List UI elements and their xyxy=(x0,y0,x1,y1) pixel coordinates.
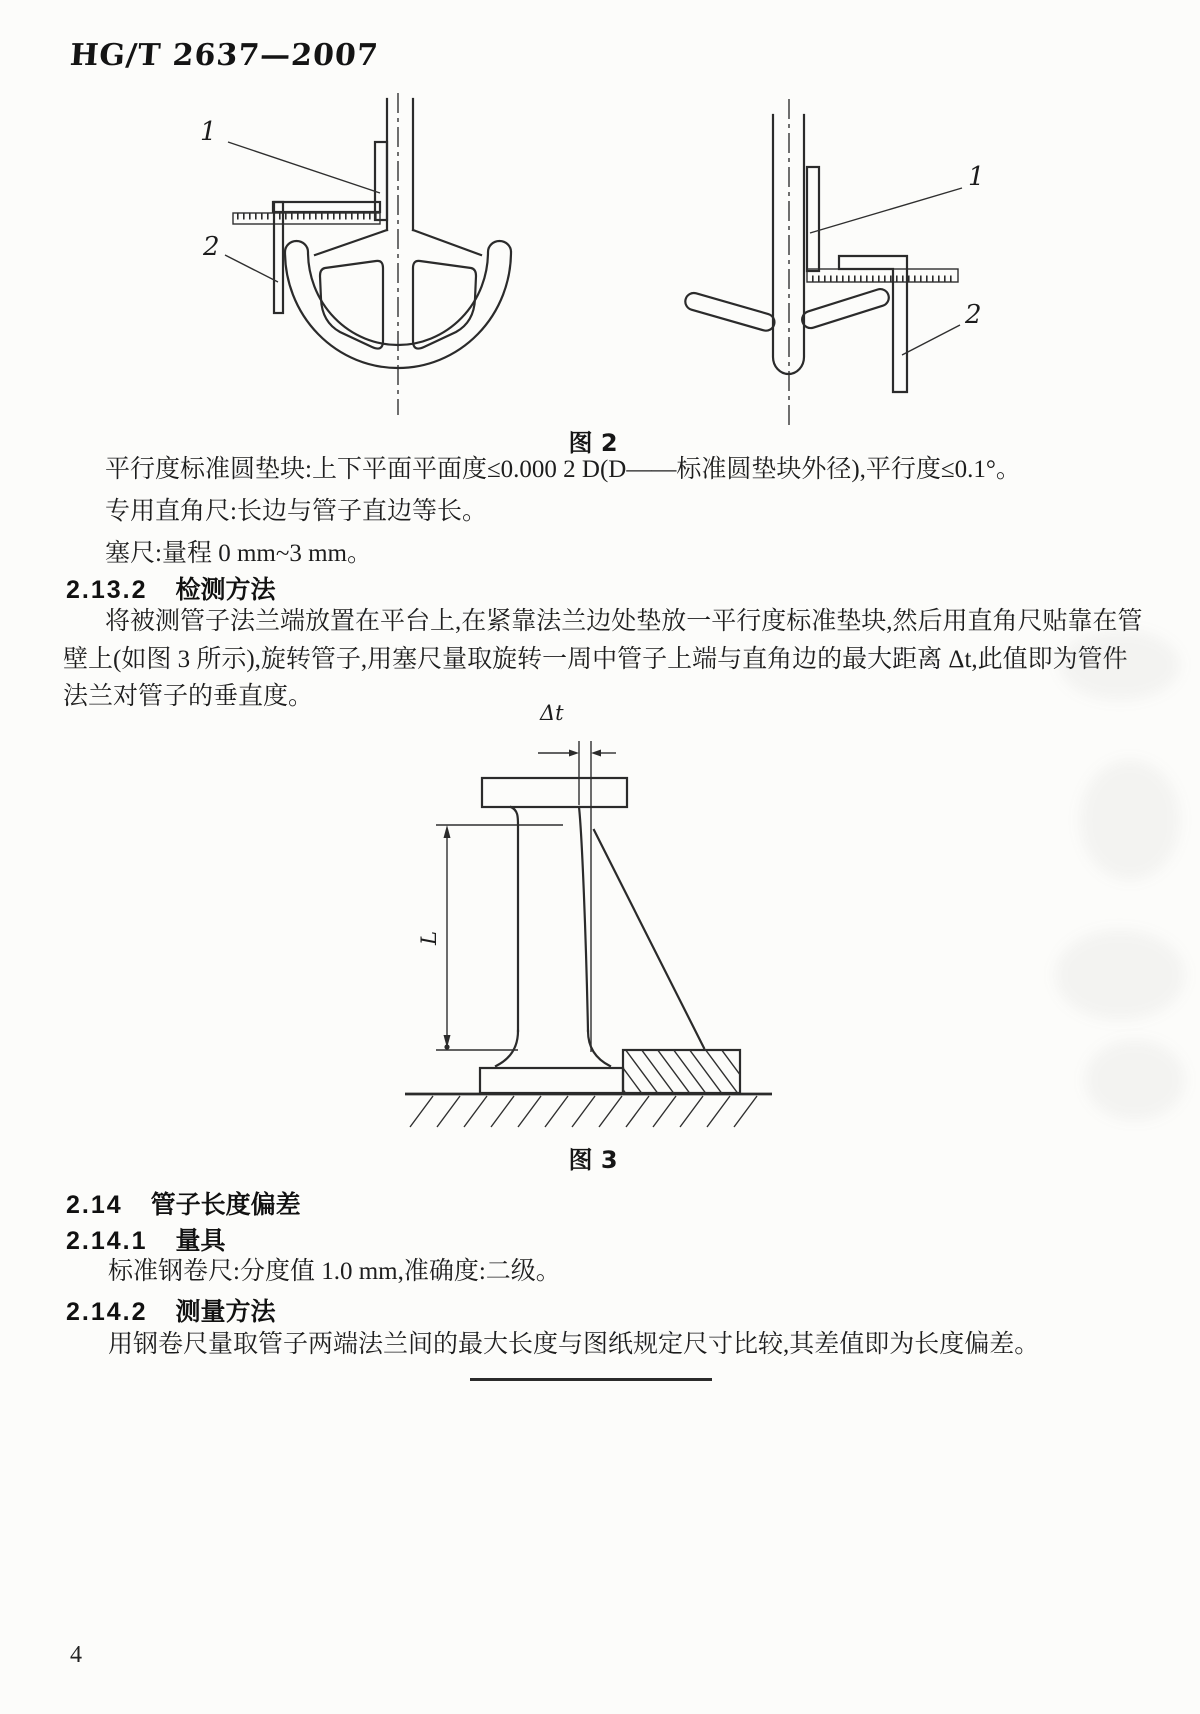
section-title: 检测方法 xyxy=(175,575,276,604)
pipe-left-wall xyxy=(511,807,518,1031)
figure-2-caption: 图 2 xyxy=(568,429,618,457)
length-dimension-label: L xyxy=(417,931,441,945)
page-number: 4 xyxy=(70,1642,82,1668)
fig2-right-callout-2: 2 xyxy=(965,300,982,330)
top-flange xyxy=(482,778,627,807)
section-title: 管子长度偏差 xyxy=(150,1190,301,1219)
square-horizontal-leg xyxy=(273,202,380,212)
spec-line: 专用直角尺:长边与管子直边等长。 xyxy=(105,498,487,525)
paragraph-line: 标准钢卷尺:分度值 1.0 mm,准确度:二级。 xyxy=(108,1258,561,1285)
standard-number-header: HG/T 2637—2007 xyxy=(68,38,380,73)
square-vertical-leg xyxy=(807,167,819,271)
scan-artifact xyxy=(1055,930,1185,1020)
fig2-left-callout-1: 1 xyxy=(200,117,217,147)
fig2-left-impeller-check xyxy=(200,93,511,415)
section-number: 2.14.2 xyxy=(66,1298,148,1326)
section-title: 测量方法 xyxy=(175,1297,276,1326)
delta-t-dimension-label: Δt xyxy=(540,701,564,725)
straightedge xyxy=(274,202,283,313)
spec-line: 平行度标准圆垫块:上下平面平面度≤0.000 2 D(D——标准圆垫块外径),平行度≤0.1°。 xyxy=(105,456,1021,483)
block-hatching xyxy=(590,1045,758,1099)
figure-3-caption: 图 3 xyxy=(568,1146,618,1174)
right-blade xyxy=(800,287,891,330)
figure-2-drawing xyxy=(150,85,1030,435)
section-heading-2-14-1 xyxy=(66,1221,226,1257)
pipe-right-wall-tilted xyxy=(579,807,588,1031)
scan-artifact xyxy=(1080,760,1180,880)
fig2-right-callout-1: 1 xyxy=(968,162,985,192)
section-heading-2-14 xyxy=(66,1185,301,1221)
paragraph-line: 用钢卷尺量取管子两端法兰间的最大长度与图纸规定尺寸比较,其差值即为长度偏差。 xyxy=(108,1331,1040,1358)
left-blade xyxy=(683,291,776,333)
section-title: 量具 xyxy=(175,1226,226,1255)
scan-artifact xyxy=(1060,630,1180,700)
paragraph-line: 将被测管子法兰端放置在平台上,在紧靠法兰边处垫放一平行度标准垫块,然后用直角尺贴靠在管 xyxy=(105,608,1143,635)
section-heading-2-14-2 xyxy=(66,1292,276,1328)
spec-line: 塞尺:量程 0 mm~3 mm。 xyxy=(105,540,373,567)
fig2-left-callout-2: 2 xyxy=(203,232,220,262)
figure-3-drawing xyxy=(370,695,800,1135)
ground-hatching xyxy=(410,1096,757,1127)
section-end-rule xyxy=(470,1378,712,1381)
section-heading-2-13-2 xyxy=(66,570,276,606)
paragraph-line: 法兰对管子的垂直度。 xyxy=(63,683,314,710)
section-number: 2.13.2 xyxy=(66,576,148,604)
fig2-right-impeller-check xyxy=(683,99,984,430)
section-number: 2.14 xyxy=(66,1191,123,1219)
steel-rule xyxy=(807,269,958,282)
scan-artifact xyxy=(1085,1040,1185,1120)
bottom-flange xyxy=(480,1068,623,1093)
square-hypotenuse xyxy=(594,830,704,1048)
section-number: 2.14.1 xyxy=(66,1227,148,1255)
paragraph-line: 壁上(如图 3 所示),旋转管子,用塞尺量取旋转一周中管子上端与直角边的最大距离 Δt,此值即为管件 xyxy=(63,646,1128,673)
